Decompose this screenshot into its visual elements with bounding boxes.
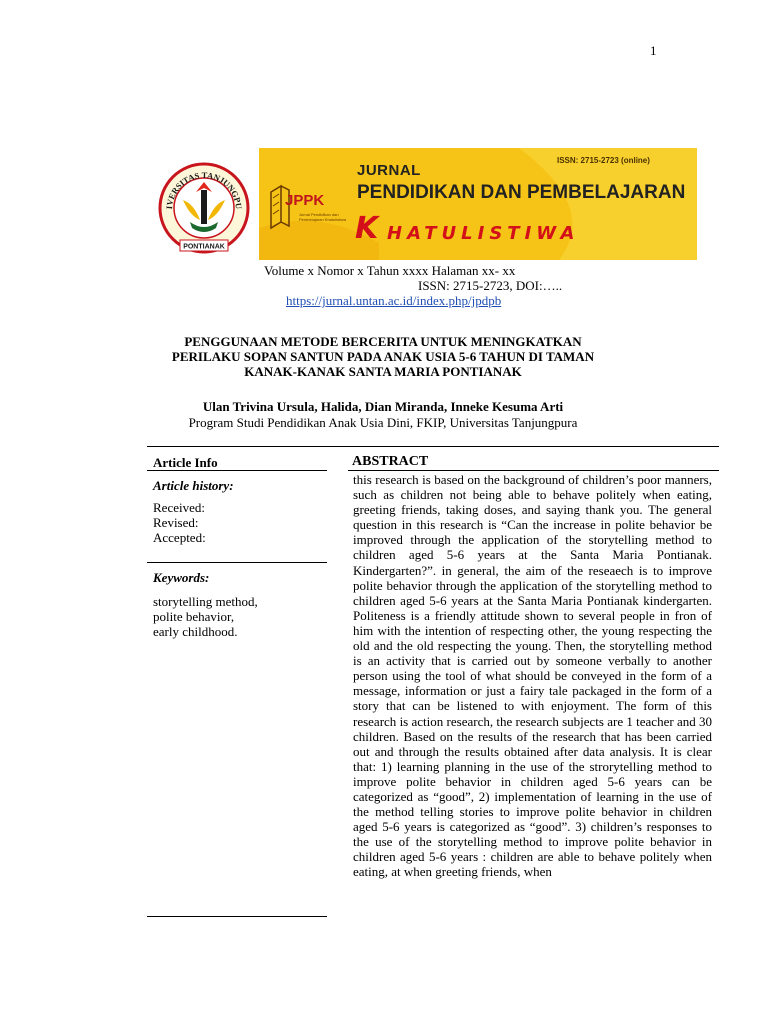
logo-city-label: PONTIANAK: [183, 243, 225, 251]
abstract-heading: ABSTRACT: [352, 454, 429, 469]
divider-abstract: [348, 470, 719, 471]
issn-doi-line: ISSN: 2715-2723, DOI:…..: [418, 278, 563, 293]
jppk-logo-subtext: Jurnal Pendidikan dan Pembelajaran Khatulistiwa: [299, 212, 347, 222]
authors: Ulan Trivina Ursula, Halida, Dian Miranda, Inneke Kesuma Arti: [202, 399, 564, 414]
volume-line: Volume x Nomor x Tahun xxxx Halaman xx- xx: [264, 263, 516, 278]
divider-bottom-left: [147, 916, 327, 917]
journal-url-link[interactable]: https://jurnal.untan.ac.id/index.php/jpdpb: [286, 293, 502, 308]
divider-keywords: [147, 562, 327, 563]
received-label: Received:: [153, 500, 205, 515]
paper-title: PENGGUNAAN METODE BERCERITA UNTUK MENINGKATKAN PERILAKU SOPAN SANTUN PADA ANAK USIA 5-6 TAHUN DI TAMAN KANAK-KANAK SANTA MARIA PONTIANAK: [171, 334, 595, 379]
article-history-heading: Article history:: [153, 478, 234, 493]
university-logo: [150, 158, 258, 258]
banner-issn: ISSN: 2715-2723 (online): [557, 156, 650, 165]
keyword-item: storytelling method,: [153, 594, 258, 609]
banner-journal-name: PENDIDIKAN DAN PEMBELAJARAN: [357, 182, 686, 203]
logo-ring-text: IVERSITAS TANJUNGPU: [163, 169, 245, 210]
article-info-heading: Article Info: [153, 455, 218, 470]
keyword-item: early childhood.: [153, 624, 238, 639]
keywords-heading: Keywords:: [153, 570, 210, 585]
revised-label: Revised:: [153, 515, 199, 530]
banner-khatulistiwa: HATULISTIWA: [387, 223, 580, 244]
affiliation: Program Studi Pendidikan Anak Usia Dini, FKIP, Universitas Tanjungpura: [188, 415, 578, 430]
page-number: 1: [650, 43, 657, 58]
divider-top: [147, 446, 719, 447]
banner-jurnal: JURNAL: [357, 162, 421, 179]
banner-k-letter: K: [355, 211, 379, 246]
keyword-item: polite behavior,: [153, 609, 235, 624]
accepted-label: Accepted:: [153, 530, 206, 545]
jppk-logo-text: JPPK: [285, 192, 325, 209]
journal-banner: [259, 148, 697, 260]
abstract-body: this research is based on the background of children’s poor manners, such as children not being able to behave politely when eating, greeting friends, taking doses, and saying thank you. The general question in this research is “Can the increase in polite behavior be improved through the application of the storytelling method to children aged 5-6 years at the Santa Maria Pontianak. Kindergarten?”. in general, the aim of the reseaech is to improve polite behavior through the application of the storytelling method to children aged 5-6 years at the Santa Maria Pontianak kindergarten. Politeness is a friendly attitude shown to several people in fron of him with the intention of respecting other, the young respecting the old and the old respecting the young. Then, the storytelling method is an activity that is carried out by someone verbally to another person using the tool of what should be conveyed in the form of a message, information or just a fairy tale packaged in the form of a story that can be listened to with enjoyment. The form of this research is action research, the research subjects are 1 teacher and 30 children. Based on the results of the research that has been carried out and through the results obtained after data analysis. It is clear that: 1) learning planning in the use of the strorytelling method to improve polite behavior in children aged 5-6 years can be categorized as “good”, 2) implementation of learning in the use of the method telling stories to improve polite behavior in children aged 5-6 years is categorized as “good”. 3) children’s responses to the use of the storytelling method to improve polite behavior in children aged 5-6 years : children are able to behave politely when eating, at when greeting friends, when: [353, 472, 712, 880]
